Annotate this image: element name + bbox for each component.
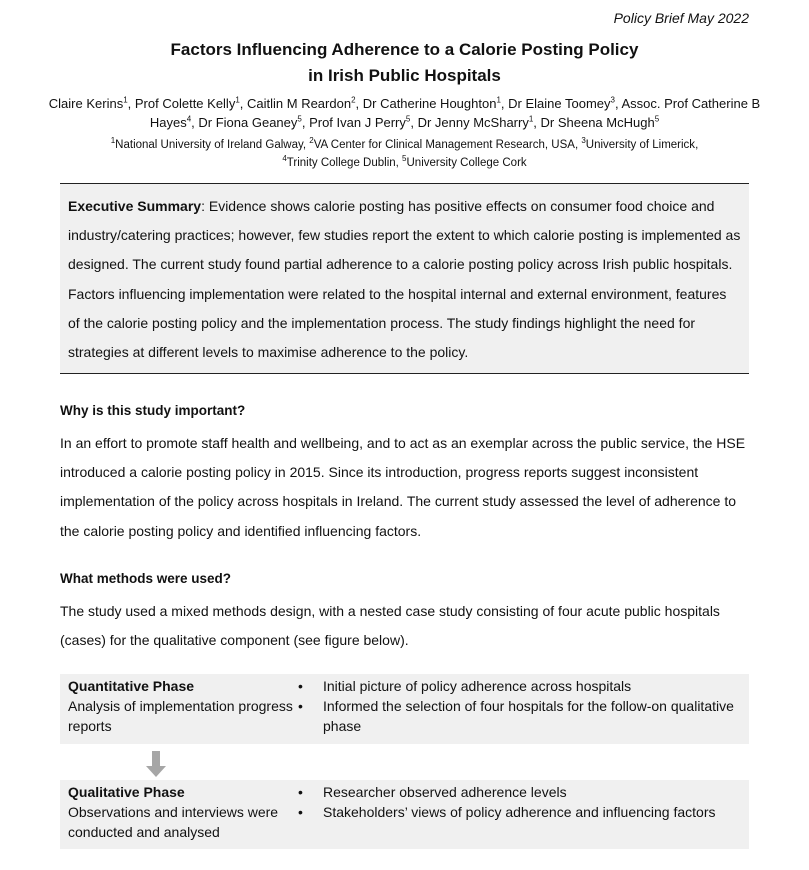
bullet-item: • Informed the selection of four hospitals for the follow-on qualitative phase <box>298 696 738 736</box>
document-title <box>0 37 809 89</box>
affiliation: $^3$University of Limerick <box>581 136 696 151</box>
quantitative-phase-bullets <box>298 676 738 736</box>
title-line-1: Factors Influencing Adherence to a Calorie Posting Policy <box>170 40 639 59</box>
affiliation-list: $^1$National University of Ireland Galway, $^2$VA Center for Clinical Management Research, USA, $^3$University of Limerick, $^4$Trinity College Dublin, $^5$University College Cork <box>110 136 699 169</box>
author: Dr Sheena McHugh$^5$ <box>540 114 660 130</box>
why-heading: Why is this study important? <box>60 403 246 418</box>
down-arrow-icon <box>146 751 166 777</box>
quantitative-phase-title: Quantitative Phase <box>68 678 195 694</box>
affiliation: $^5$University College Cork <box>402 154 527 169</box>
methods-paragraph: The study used a mixed methods design, with a nested case study consisting of four acute public hospitals (cases) for the qualitative component (see figure below). <box>60 603 720 649</box>
title-line-2: in Irish Public Hospitals <box>308 66 501 85</box>
qualitative-phase-box <box>60 780 749 849</box>
author: Prof Colette Kelly$^1$ <box>134 95 240 111</box>
executive-summary-box: Executive Summary: Evidence shows calorie posting has positive effects on consumer food choice and industry/catering practices; however, few studies report the extent to which calorie posting is implemented as designed. The current study found partial adherence to a calorie posting policy across Irish public hospitals. Factors influencing implementation were related to the hospital internal and external environment, features of the calorie posting policy and the implementation process. The study findings highlight the need for strategies at different levels to maximise adherence to the policy. <box>60 183 749 374</box>
author-list: Claire Kerins$^1$, Prof Colette Kelly$^1$, Caitlin M Reardon$^2$, Dr Catherine Houghton$^1$, Dr Elaine Toomey$^3$, Assoc. Prof Catherine B Hayes$^4$, Dr Fiona Geaney$^5$, Prof Ivan J Perry$^5$, Dr Jenny McSharry$^1$, Dr Sheena McHugh$^5$ <box>48 95 761 130</box>
author: Claire Kerins$^1$ <box>48 95 128 111</box>
qualitative-phase-bullets <box>298 782 738 822</box>
qualitative-phase-title: Qualitative Phase <box>68 784 185 800</box>
methods-heading: What methods were used? <box>60 571 232 586</box>
qualitative-phase-description: Observations and interviews were conducted and analysed <box>68 804 279 840</box>
affiliation: $^1$National University of Ireland Galway <box>110 136 303 151</box>
author: Dr Fiona Geaney$^5$ <box>198 114 302 130</box>
quantitative-phase-box <box>60 674 749 744</box>
author: Caitlin M Reardon$^2$ <box>247 95 356 111</box>
author: Prof Ivan J Perry$^5$ <box>309 114 411 130</box>
author: Assoc. Prof Catherine B Hayes$^4$ <box>149 96 761 130</box>
bullet-item: • Stakeholders’ views of policy adherence and influencing factors <box>298 802 738 822</box>
quantitative-phase-description: Analysis of implementation progress reports <box>68 698 293 734</box>
bullet-item: • Researcher observed adherence levels <box>298 782 738 802</box>
why-paragraph: In an effort to promote staff health and wellbeing, and to act as an exemplar across the public service, the HSE introduced a calorie posting policy in 2015. Since its introduction, progress reports suggest inconsistent implementation of the policy across hospitals in Ireland. The current study assessed the level of adherence to the calorie posting policy and identified influencing factors. <box>60 435 746 539</box>
policy-brief-date: Policy Brief May 2022 <box>613 10 749 26</box>
executive-summary-text: Evidence shows calorie posting has positive effects on consumer food choice and industry/catering practices; however, few studies report the extent to which calorie posting is implemented as designed. The current study found partial adherence to a calorie posting policy across Irish public hospitals. Factors influencing implementation were related to the hospital internal and external environment, features of the calorie posting policy and the implementation process. The study findings highlight the need for strategies at different levels to maximise adherence to the policy. <box>68 198 741 361</box>
affiliation: $^2$VA Center for Clinical Management Research, USA <box>309 136 575 151</box>
author: Dr Jenny McSharry$^1$ <box>417 114 534 130</box>
author: Dr Catherine Houghton$^1$ <box>362 95 501 111</box>
author: Dr Elaine Toomey$^3$ <box>508 95 615 111</box>
bullet-item: • Initial picture of policy adherence across hospitals <box>298 676 738 696</box>
affiliation: $^4$Trinity College Dublin <box>282 154 396 169</box>
executive-summary-label: Executive Summary <box>68 198 202 214</box>
